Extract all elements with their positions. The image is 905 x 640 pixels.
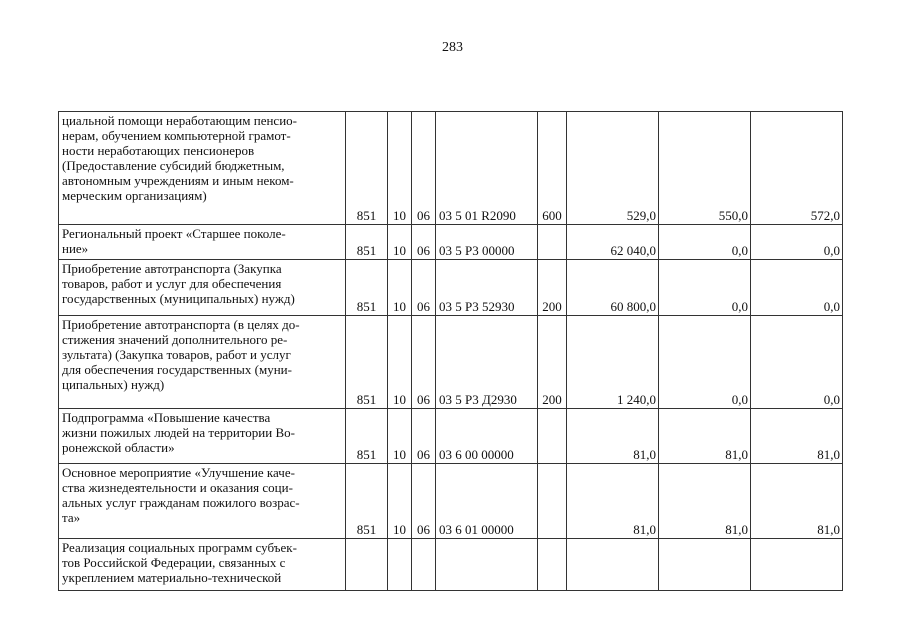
cell-grbs: 851 [346, 112, 388, 225]
cell-description [59, 539, 346, 591]
cell-expense-type [538, 464, 567, 539]
description-line: Приобретение автотранспорта (Закупка [62, 261, 282, 276]
cell-amount-year2 [659, 539, 751, 591]
cell-amount-year3: 572,0 [751, 112, 843, 225]
cell-amount-year3: 0,0 [751, 225, 843, 260]
description-line: Региональный проект «Старшее поколе- [62, 226, 286, 241]
cell-grbs: 851 [346, 316, 388, 409]
cell-section: 10 [388, 225, 412, 260]
description-line: мерческим организациям) [62, 188, 207, 203]
cell-amount-year2: 0,0 [659, 225, 751, 260]
cell-expense-type: 200 [538, 260, 567, 316]
cell-grbs: 851 [346, 225, 388, 260]
description-line: Реализация социальных программ субъек- [62, 540, 297, 555]
description-line: ства жизнедеятельности и оказания соци- [62, 480, 293, 495]
cell-subsection: 06 [412, 112, 436, 225]
description-line: Основное мероприятие «Улучшение каче- [62, 465, 295, 480]
cell-expense-type [538, 409, 567, 464]
cell-target-code: 03 6 01 00000 [436, 464, 538, 539]
cell-description [59, 409, 346, 464]
cell-description [59, 316, 346, 409]
description-line: зультата) (Закупка товаров, работ и услуг [62, 347, 291, 362]
description-line: ности неработающих пенсионеров [62, 143, 255, 158]
cell-description [59, 260, 346, 316]
cell-amount-year2: 81,0 [659, 409, 751, 464]
table-row [59, 464, 843, 539]
cell-subsection: 06 [412, 316, 436, 409]
cell-target-code: 03 5 Р3 00000 [436, 225, 538, 260]
table-row [59, 112, 843, 225]
description-line: альных услуг гражданам пожилого возрас- [62, 495, 300, 510]
cell-section: 10 [388, 464, 412, 539]
cell-target-code: 03 5 Р3 52930 [436, 260, 538, 316]
cell-amount-year1 [567, 539, 659, 591]
cell-grbs [346, 539, 388, 591]
cell-description [59, 225, 346, 260]
description-line: Подпрограмма «Повышение качества [62, 410, 271, 425]
cell-amount-year3: 81,0 [751, 409, 843, 464]
description-line: укреплением материально-технической [62, 570, 282, 585]
description-line: (Предоставление субсидий бюджетным, [62, 158, 285, 173]
cell-target-code: 03 5 Р3 Д2930 [436, 316, 538, 409]
cell-subsection: 06 [412, 464, 436, 539]
description-line: та» [62, 510, 81, 525]
cell-section: 10 [388, 112, 412, 225]
description-line: государственных (муниципальных) нужд) [62, 291, 295, 306]
cell-amount-year1: 81,0 [567, 409, 659, 464]
description-line: нерам, обучением компьютерной грамот- [62, 128, 291, 143]
cell-amount-year2: 550,0 [659, 112, 751, 225]
cell-section: 10 [388, 260, 412, 316]
description-line: циальной помощи неработающим пенсио- [62, 113, 297, 128]
cell-amount-year3: 81,0 [751, 464, 843, 539]
cell-amount-year1: 1 240,0 [567, 316, 659, 409]
table-row [59, 409, 843, 464]
cell-amount-year1: 60 800,0 [567, 260, 659, 316]
cell-grbs: 851 [346, 464, 388, 539]
cell-description [59, 112, 346, 225]
description-line: ципальных) нужд) [62, 377, 165, 392]
page-number: 283 [442, 40, 463, 55]
description-line: товаров, работ и услуг для обеспечения [62, 276, 282, 291]
cell-subsection: 06 [412, 409, 436, 464]
cell-amount-year3: 0,0 [751, 260, 843, 316]
table-row [59, 539, 843, 591]
cell-amount-year1: 62 040,0 [567, 225, 659, 260]
cell-subsection: 06 [412, 225, 436, 260]
cell-amount-year3: 0,0 [751, 316, 843, 409]
table-row [59, 260, 843, 316]
cell-target-code: 03 6 00 00000 [436, 409, 538, 464]
table-row [59, 225, 843, 260]
cell-section: 10 [388, 409, 412, 464]
cell-amount-year1: 529,0 [567, 112, 659, 225]
table-body [59, 112, 843, 591]
cell-amount-year2: 0,0 [659, 260, 751, 316]
description-line: автономным учреждениям и иным неком- [62, 173, 294, 188]
description-line: для обеспечения государственных (муни- [62, 362, 292, 377]
description-line: ронежской области» [62, 440, 175, 455]
cell-amount-year2: 81,0 [659, 464, 751, 539]
cell-amount-year3 [751, 539, 843, 591]
cell-grbs: 851 [346, 409, 388, 464]
description-line: ние» [62, 241, 89, 256]
description-line: жизни пожилых людей на территории Во- [62, 425, 295, 440]
cell-target-code [436, 539, 538, 591]
cell-subsection [412, 539, 436, 591]
description-line: тов Российской Федерации, связанных с [62, 555, 286, 570]
table-row [59, 316, 843, 409]
cell-expense-type [538, 225, 567, 260]
description-line: Приобретение автотранспорта (в целях до- [62, 317, 300, 332]
cell-expense-type: 600 [538, 112, 567, 225]
budget-table [58, 111, 843, 591]
cell-expense-type [538, 539, 567, 591]
cell-grbs: 851 [346, 260, 388, 316]
cell-section: 10 [388, 316, 412, 409]
description-line: стижения значений дополнительного ре- [62, 332, 288, 347]
cell-subsection: 06 [412, 260, 436, 316]
cell-section [388, 539, 412, 591]
cell-amount-year1: 81,0 [567, 464, 659, 539]
cell-expense-type: 200 [538, 316, 567, 409]
cell-amount-year2: 0,0 [659, 316, 751, 409]
cell-description [59, 464, 346, 539]
cell-target-code: 03 5 01 R2090 [436, 112, 538, 225]
